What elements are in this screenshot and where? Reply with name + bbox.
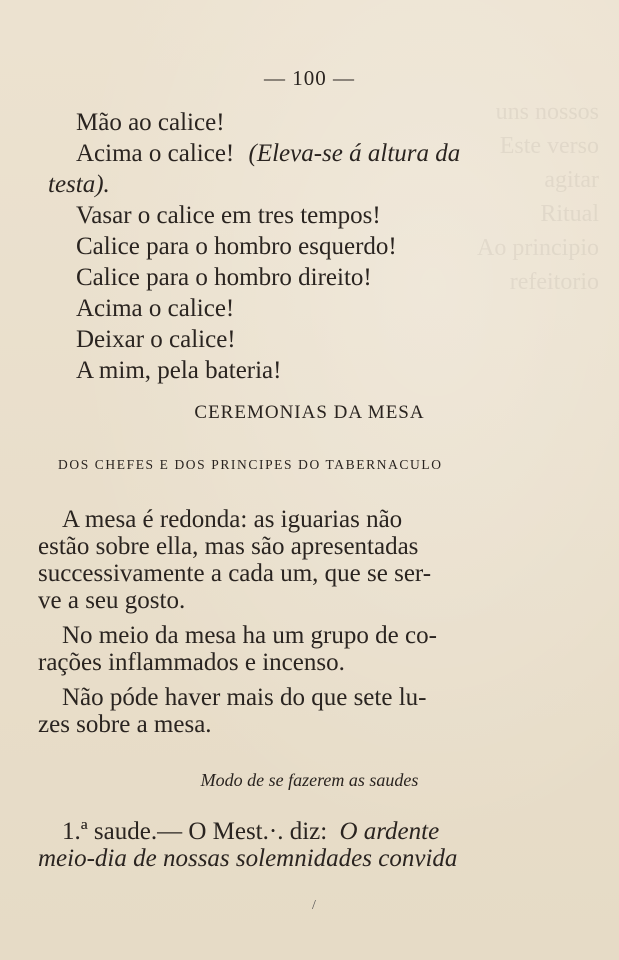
toasts-heading: Modo de se fazerem as saudes	[200, 770, 419, 790]
paragraph-center	[38, 622, 538, 676]
toast-line: A mim, pela bateria!	[76, 357, 282, 384]
paragraph-line: zes sobre a mesa.	[38, 711, 212, 738]
stage-direction: (Eleva-se á altura da	[248, 140, 461, 167]
toast-line: Deixar o calice!	[76, 326, 236, 353]
paragraph-line: No meio da mesa ha um grupo de co-	[62, 622, 437, 649]
paragraph-line: A mesa é redonda: as iguarias não	[62, 506, 403, 533]
paragraph-line: ve a seu gosto.	[38, 587, 186, 614]
paragraph-line: successivamente a cada um, que se ser-	[38, 560, 432, 587]
toast-line: Calice para o hombro esquerdo!	[76, 233, 397, 260]
toast-line: Acima o calice!	[76, 295, 235, 322]
paragraph-lights	[38, 684, 538, 738]
bleed-through-text: uns nossos Este verso agitar Ritual Ao principio refeitorio	[477, 99, 599, 295]
toast-line: Vasar o calice em tres tempos!	[76, 202, 381, 229]
stage-direction-cont: testa).	[48, 171, 110, 198]
first-toast-quote: O ardente	[339, 818, 440, 845]
toast-line: Calice para o hombro direito!	[76, 264, 372, 291]
page-number: — 100 —	[264, 66, 355, 90]
paragraph-line: estão sobre ella, mas são apresentadas	[38, 533, 419, 560]
first-toast-label: 1.ª saude.— O Mest.·. diz:	[62, 818, 328, 845]
toast-commands	[48, 107, 542, 386]
toast-line: Mão ao calice!	[76, 109, 225, 136]
paragraph-table	[38, 506, 538, 614]
paragraph-line: Não póde haver mais do que sete lu-	[62, 684, 427, 711]
first-toast	[38, 818, 538, 872]
first-toast-line	[38, 818, 538, 845]
section-subtitle: DOS CHEFES E DOS PRINCIPES DO TABERNACULO	[58, 457, 443, 472]
toast-line-with-direction: Acima o calice! (Eleva-se á altura da	[76, 140, 461, 167]
footer-mark: /	[312, 898, 316, 913]
paragraph-line: rações inflammados e incenso.	[38, 649, 345, 676]
first-toast-quote-cont: meio-dia de nossas solemnidades convida	[38, 845, 458, 872]
section-title: CEREMONIAS DA MESA	[194, 402, 425, 423]
